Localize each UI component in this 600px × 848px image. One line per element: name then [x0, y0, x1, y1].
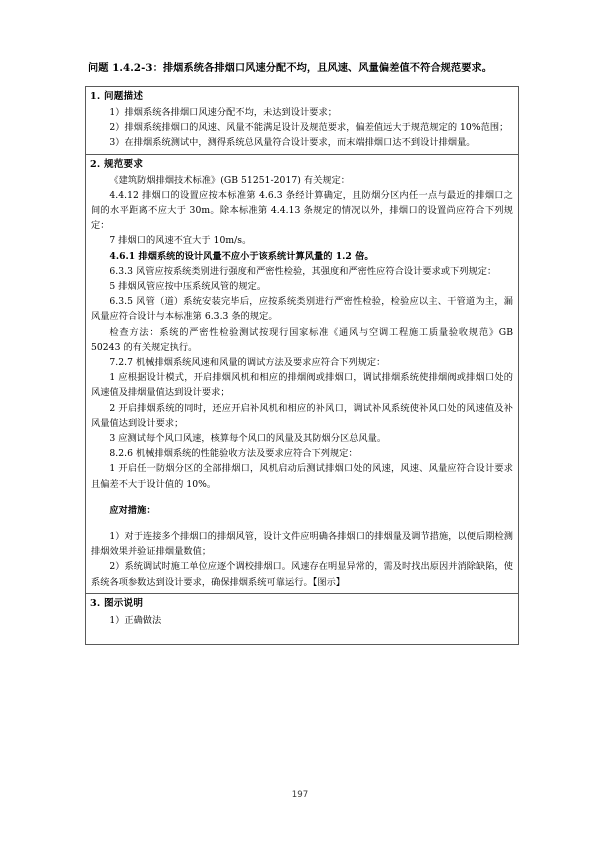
section-problem-description — [86, 87, 518, 155]
page-number: 197 — [291, 790, 309, 800]
paragraph: 3）在排烟系统测试中，测得系统总风量符合设计要求，而末端排烟口达不到设计排烟量。 — [109, 137, 476, 149]
measures-heading: 应对措施： — [109, 504, 156, 516]
paragraph: 1 开启任一防烟分区的全部排烟口，风机启动后测试排烟口处的风速，风速、风量应符合设计要求且偏差不大于设计值的 10%。 — [91, 463, 513, 490]
paragraph: 2 开启排烟系统的同时，还应开启补风机和相应的补风口，调试补风系统使补风口处的风速值及补风量值达到设计要求； — [91, 402, 513, 429]
section-3-body — [86, 612, 518, 631]
section-3-heading: 3. 图示说明 — [90, 597, 144, 609]
measures-gap — [91, 518, 513, 529]
paragraph: 7 排烟口的风速不宜大于 10m/s。 — [109, 235, 252, 247]
paragraph: 8.2.6 机械排烟系统的性能验收方法及要求应符合下列规定： — [109, 448, 358, 460]
measures-spacer — [91, 492, 513, 503]
content-frame — [85, 86, 519, 645]
paragraph: 3 应测试每个风口风速，核算每个风口的风量及其防烟分区总风量。 — [109, 433, 387, 445]
paragraph: 2）排烟系统排烟口的风速、风量不能满足设计及规范要求，偏差值远大于规范规定的 10%范围； — [109, 122, 509, 134]
section-code-requirements — [86, 155, 518, 594]
paragraph: 1）排烟系统各排烟口风速分配不均，未达到设计要求； — [109, 107, 337, 118]
paragraph: 4.4.12 排烟口的设置应按本标准第 4.6.3 条经计算确定，且防烟分区内任一点与最近的排烟口之间的水平距离不应大于 30m。除本标准第 4.4.13 条规定的情况以外，排烟口的设置尚应符合下列规定： — [91, 189, 513, 232]
section-1-heading: 1. 问题描述 — [90, 91, 144, 102]
paragraph: 6.3.3 风管应按系统类别进行强度和严密性检验，其强度和严密性应符合设计要求或下列规定： — [109, 265, 497, 277]
paragraph-highlight: 4.6.1 排烟系统的设计风量不应小于该系统计算风量的 1.2 倍。 — [109, 250, 374, 262]
page-title: 问题 1.4.2-3：排烟系统各排烟口风速分配不均，且风速、风量偏差值不符合规范要求。 — [88, 62, 493, 74]
paragraph: 《建筑防烟排烟技术标准》(GB 51251-2017) 有关规定： — [109, 174, 351, 186]
section-2-heading: 2. 规范要求 — [90, 158, 144, 170]
section-3-trailing-space — [86, 631, 518, 644]
measure-item: 1）对于连接多个排烟口的排烟风管，设计文件应明确各排烟口的排烟量及调节措施，以便后期检测排烟效果并验证排烟量数值； — [91, 531, 513, 558]
paragraph: 7.2.7 机械排烟系统风速和风量的调试方法及要求应符合下列规定： — [109, 357, 386, 369]
paragraph: 检查方法：系统的严密性检验测试按现行国家标准《通风与空调工程施工质量验收规范》GB 50243 的有关规定执行。 — [91, 326, 513, 353]
paragraph: 6.3.5 风管（道）系统安装完毕后，应按系统类别进行严密性检验，检验应以主、干管道为主，漏风量应符合设计与本标准第 6.3.3 条的规定。 — [91, 296, 513, 323]
paragraph: 5 排烟风管应按中压系统风管的规定。 — [109, 281, 267, 293]
measure-item: 2）系统调试时施工单位应逐个调校排烟口。风速存在明显异常的，需及时找出原因并消除缺陷，使系统各项参数达到设计要求，确保排烟系统可靠运行。【图示】 — [91, 561, 513, 588]
paragraph: 1 应根据设计模式，开启排烟风机和相应的排烟阀或排烟口，调试排烟系统使排烟阀或排烟口处的风速值及排烟量值达到设计要求； — [91, 372, 513, 399]
section-2-body — [86, 173, 518, 593]
paragraph: 1）正确做法 — [109, 614, 162, 626]
section-1-body — [86, 105, 518, 154]
section-illustration — [86, 594, 518, 644]
